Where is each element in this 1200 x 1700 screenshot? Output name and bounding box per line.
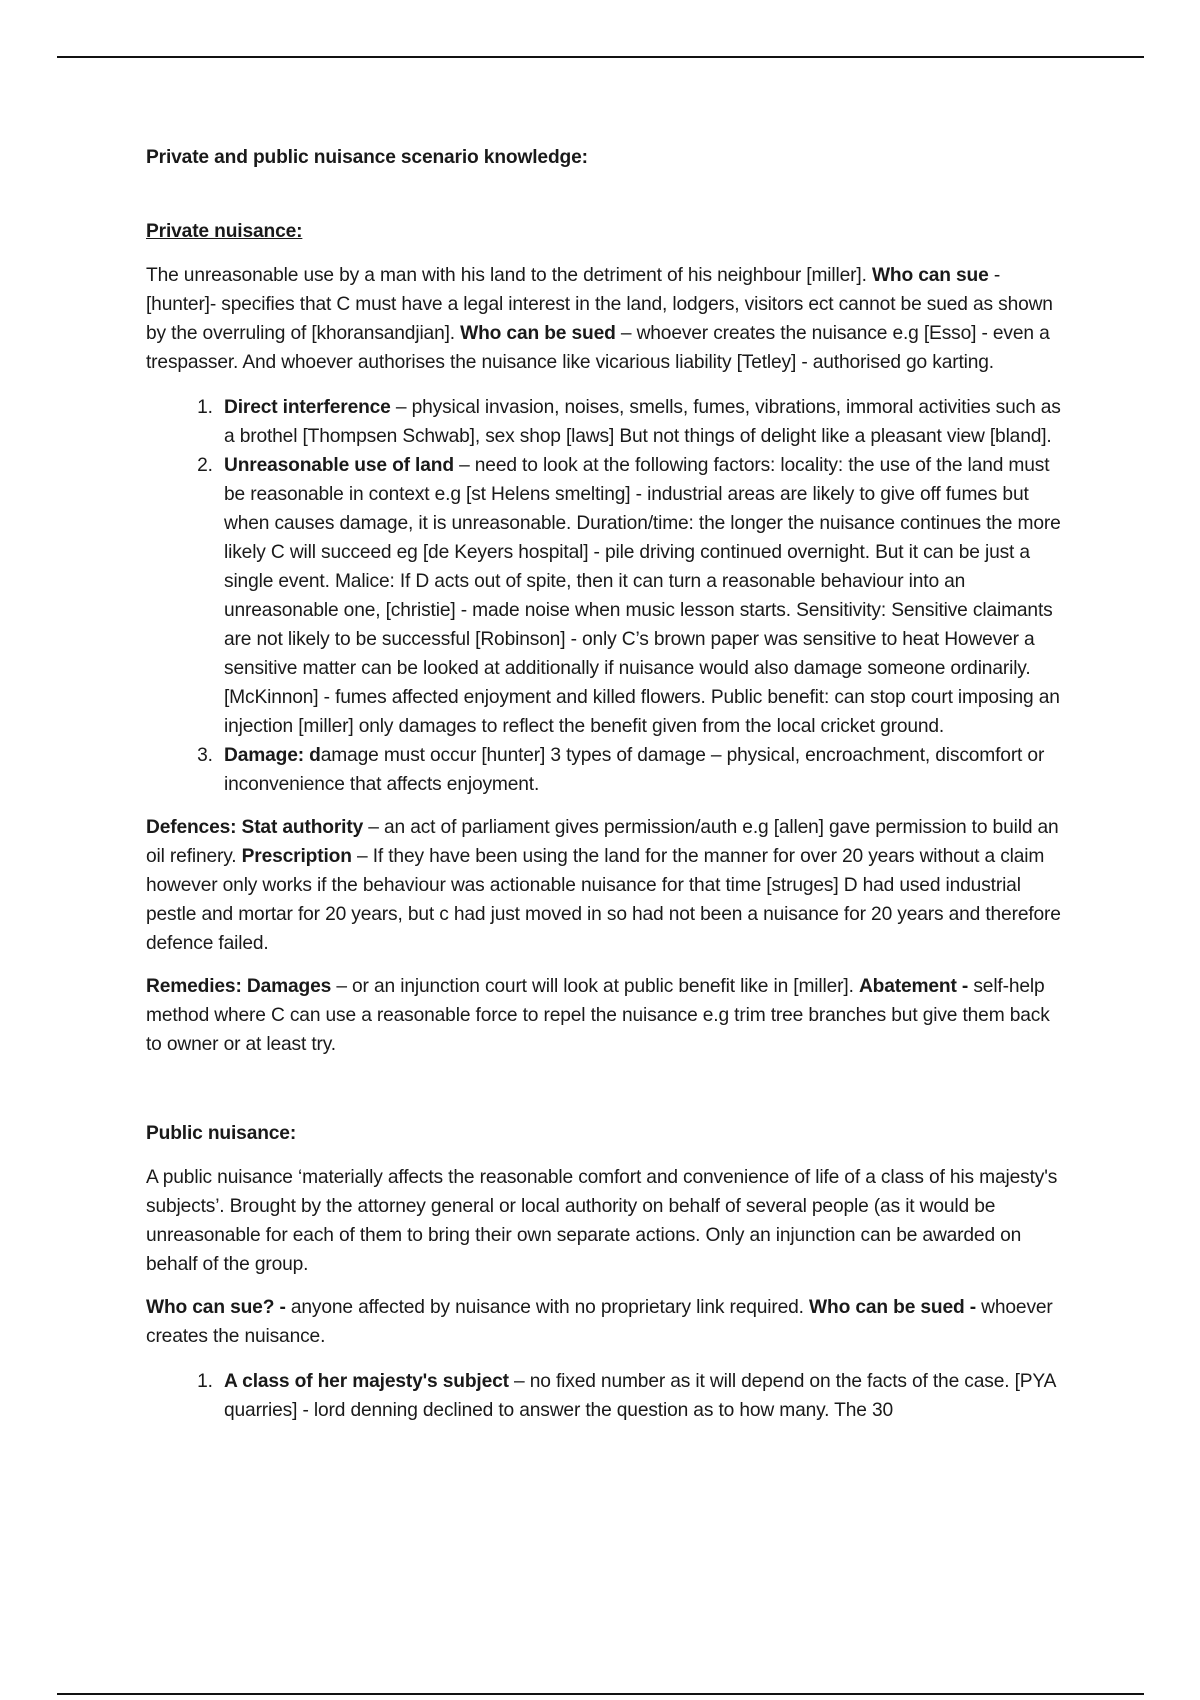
abatement-label: Abatement - — [858, 976, 969, 997]
header-rule — [57, 56, 1144, 58]
list-item-text: amage must occur [hunter] 3 types of damage – physical, encroachment, discomfort or inconvenience that affects enjoyment. — [224, 745, 1045, 795]
footer-rule — [57, 1693, 1144, 1695]
list-item-text: – need to look at the following factors: locality: the use of the land must be reasonable in context e.g [st Helens smelting] - industrial areas are likely to give off fumes but when causes damage, it is unreasonable. Duration/time: the longer the nuisance continues the more likely C will succeed eg [de Keyers hospital] - pile driving continued overnight. But it can be just a single event. Malice: If D acts out of spite, then it can turn a reasonable behaviour into an unreasonable one, [christie] - made noise when music lesson starts. Sensitivity: Sensitive claimants are not likely to be successful [Robinson] - only C’s brown paper was sensitive to heat However a sensitive matter can be looked at additionally if nuisance would also damage someone ordinarily. [McKinnon] - fumes affected enjoyment and killed flowers. Public benefit: can stop court imposing an injection [miller] only damages to reflect the benefit given from the local cricket ground. — [224, 455, 1061, 737]
private-nuisance-heading: Private nuisance: — [146, 221, 303, 242]
private-intro-paragraph — [146, 261, 1061, 377]
public-nuisance-heading: Public nuisance: — [146, 1123, 297, 1144]
list-item — [218, 741, 1061, 799]
remedies-paragraph — [146, 972, 1061, 1059]
list-item-term: Damage: d — [224, 745, 321, 766]
list-item-term: A class of her majesty's subject — [224, 1371, 509, 1392]
list-item-text: – physical invasion, noises, smells, fumes, vibrations, immoral activities such as a brothel [Thompsen Schwab], sex shop [laws] But not things of delight like a pleasant view [bland]. — [224, 397, 1061, 447]
text-run: – whoever creates the nuisance e.g [Esso] - even a trespasser. And whoever authorises the nuisance like vicarious liability [Tetley] - authorised go karting. — [146, 323, 1050, 373]
text-run: The unreasonable use by a man with his land to the detriment of his neighbour [miller]. — [146, 265, 872, 286]
list-item — [218, 393, 1061, 451]
document-title: Private and public nuisance scenario knowledge: — [146, 147, 588, 168]
text-run: anyone affected by nuisance with no proprietary link required. — [285, 1297, 810, 1318]
remedies-label: Remedies: Damages — [146, 976, 332, 997]
public-elements-list — [146, 1367, 1061, 1425]
who-can-sue-label: Who can sue? - — [146, 1297, 286, 1318]
who-can-be-sued-label: Who can be sued - — [809, 1297, 976, 1318]
public-intro-paragraph: A public nuisance ‘materially affects the reasonable comfort and convenience of life of a class of his majesty's subjects’. Brought by the attorney general or local authority on behalf of several people (as it would be unreasonable for each of them to bring their own separate actions. Only an injunction can be awarded on behalf of the group. — [146, 1167, 1058, 1275]
list-item-term: Unreasonable use of land — [224, 455, 454, 476]
public-who-can-sue-paragraph — [146, 1293, 1061, 1351]
text-run: - [hunter]- specifies that C must have a legal interest in the land, lodgers, visitors ect cannot be sued as shown by the overruling of [khoransandjian]. — [146, 265, 1053, 344]
defences-label: Defences: Stat authority — [146, 817, 364, 838]
list-item — [218, 1367, 1061, 1425]
text-run: – or an injunction court will look at public benefit like in [miller]. — [331, 976, 859, 997]
text-run: whoever creates the nuisance. — [146, 1297, 1053, 1347]
who-can-be-sued-label: Who can be sued — [460, 323, 616, 344]
text-run: self-help method where C can use a reasonable force to repel the nuisance e.g trim tree branches but give them back to owner or at least try. — [146, 976, 1050, 1055]
list-item — [218, 451, 1061, 741]
document-body — [146, 143, 1061, 1425]
list-item-term: Direct interference — [224, 397, 391, 418]
text-run: – If they have been using the land for the manner for over 20 years without a claim however only works if the behaviour was actionable nuisance for that time [struges] D had used industrial pestle and mortar for 20 years, but c had just moved in so had not been a nuisance for 20 years and therefore defence failed. — [146, 846, 1061, 954]
list-item-text: – no fixed number as it will depend on the facts of the case. [PYA quarries] - lord denning declined to answer the question as to how many. The 30 — [224, 1371, 1056, 1421]
prescription-label: Prescription — [241, 846, 352, 867]
text-run: – an act of parliament gives permission/auth e.g [allen] gave permission to build an oil refinery. — [146, 817, 1059, 867]
defences-paragraph — [146, 813, 1061, 958]
private-elements-list — [146, 393, 1061, 799]
who-can-sue-label: Who can sue — [871, 265, 989, 286]
